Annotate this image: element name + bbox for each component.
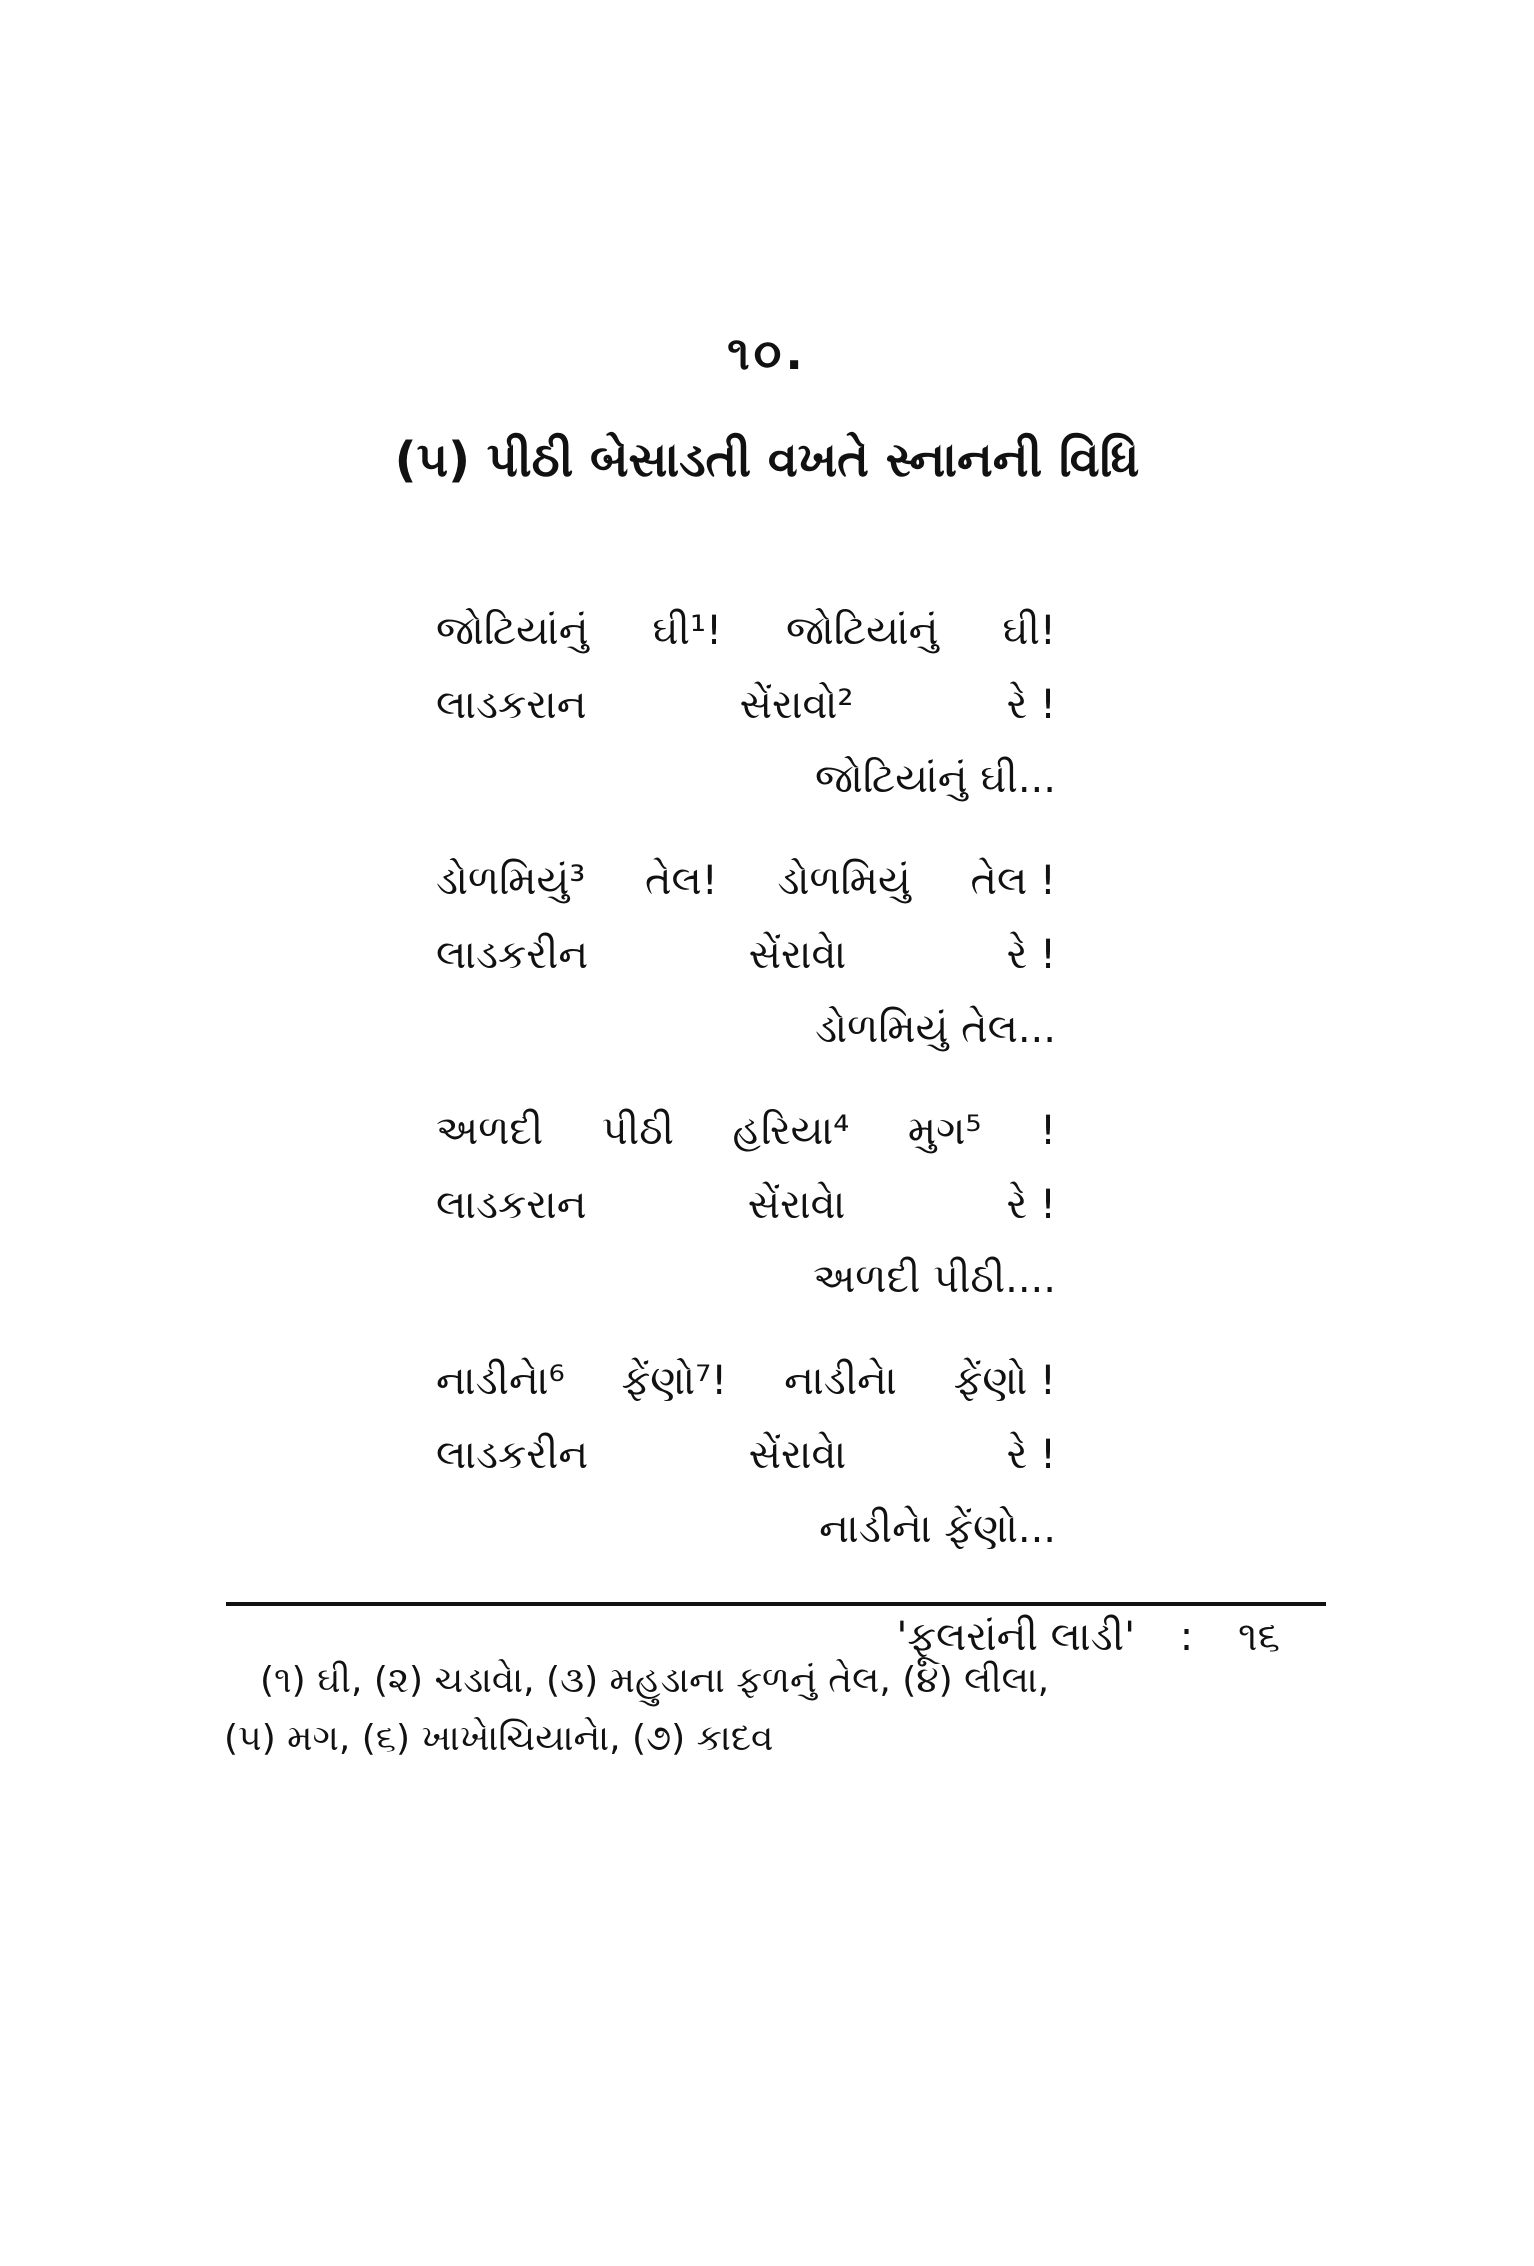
footnotes <box>224 1652 1350 1768</box>
stanza-1 <box>436 594 1056 816</box>
footnote-line: (૫) મગ, (૬) ખાખેાચિયાનેા, (૭) કાદવ <box>224 1718 774 1759</box>
stanza-2 <box>436 844 1056 1066</box>
verse-word: રે ! <box>1006 932 1056 978</box>
verse-word: સેંરાવેા <box>748 932 847 978</box>
verse-word: લાડકરીન <box>436 1432 589 1478</box>
footnote-divider <box>226 1602 1326 1606</box>
verse-word: તેલ! <box>644 858 718 904</box>
verse-word: પીઠી <box>601 1108 674 1154</box>
verse-word: રે ! <box>1006 1182 1056 1228</box>
refrain-line: ડોળમિયું તેલ... <box>815 1006 1056 1052</box>
verse-word: મુગ⁵ <box>907 1108 982 1154</box>
verse-word: અળદી <box>436 1108 544 1154</box>
stanza-line <box>436 1418 1056 1492</box>
verse-word: ઘી¹! <box>652 608 723 654</box>
verse-word: જોટિયાંનું <box>785 608 939 654</box>
footer-page-number: ૧૬ <box>1238 1614 1280 1660</box>
stanza-4 <box>436 1344 1056 1566</box>
verse-word: સેંરાવેા <box>747 1182 846 1228</box>
verse-word: રે ! <box>1006 1432 1056 1478</box>
refrain-line: જોટિયાંનું ઘી... <box>815 756 1056 802</box>
stanza-line <box>436 1094 1056 1168</box>
verse-word: ફેંણો ! <box>953 1358 1056 1404</box>
verse-word: લાડકરીન <box>436 932 589 978</box>
chapter-number: ૧૦. <box>727 326 807 380</box>
verse-word: ડોળમિયું <box>777 858 911 904</box>
verse-word: ફેંણો⁷! <box>621 1358 728 1404</box>
verse-word: રે ! <box>1006 682 1056 728</box>
refrain-line: અળદી પીઠી.... <box>813 1256 1056 1302</box>
verse-word: લાડકરાન <box>436 682 587 728</box>
verse-word: સેંરાવો² <box>739 682 854 728</box>
stanza-line <box>436 918 1056 992</box>
footnote-line: (૧) ઘી, (૨) ચડાવેા, (૩) મહુડાના ફળનું તેલ, (૪) લીલા, <box>260 1660 1050 1701</box>
refrain-line: નાડીનેા ફેંણો... <box>819 1506 1056 1552</box>
verse-word: નાડીનેા⁶ <box>436 1358 565 1404</box>
book-footer <box>0 1614 1280 1660</box>
footer-separator: : <box>1179 1614 1194 1660</box>
stanza-line <box>436 1168 1056 1242</box>
verse-word: ડોળમિયું³ <box>436 858 586 904</box>
verse-word: ! <box>1039 1108 1056 1154</box>
verse-word: હરિયા⁴ <box>732 1108 850 1154</box>
stanza-line <box>436 844 1056 918</box>
verse-word: નાડીનેા <box>784 1358 897 1404</box>
stanza-line <box>436 668 1056 742</box>
verse-word: ઘી! <box>1002 608 1056 654</box>
verse-word: જોટિયાંનું <box>436 608 589 654</box>
stanza-3 <box>436 1094 1056 1316</box>
song-title: (૫) પીઠી બેસાડતી વખતે સ્નાનની વિધિ <box>394 432 1140 488</box>
verse-word: સેંરાવેા <box>748 1432 847 1478</box>
verse-word: લાડકરાન <box>436 1182 587 1228</box>
stanza-line <box>436 594 1056 668</box>
stanza-line <box>436 1344 1056 1418</box>
verse-word: તેલ ! <box>970 858 1056 904</box>
book-title: 'ફૂલરાંની લાડી' <box>896 1614 1136 1660</box>
